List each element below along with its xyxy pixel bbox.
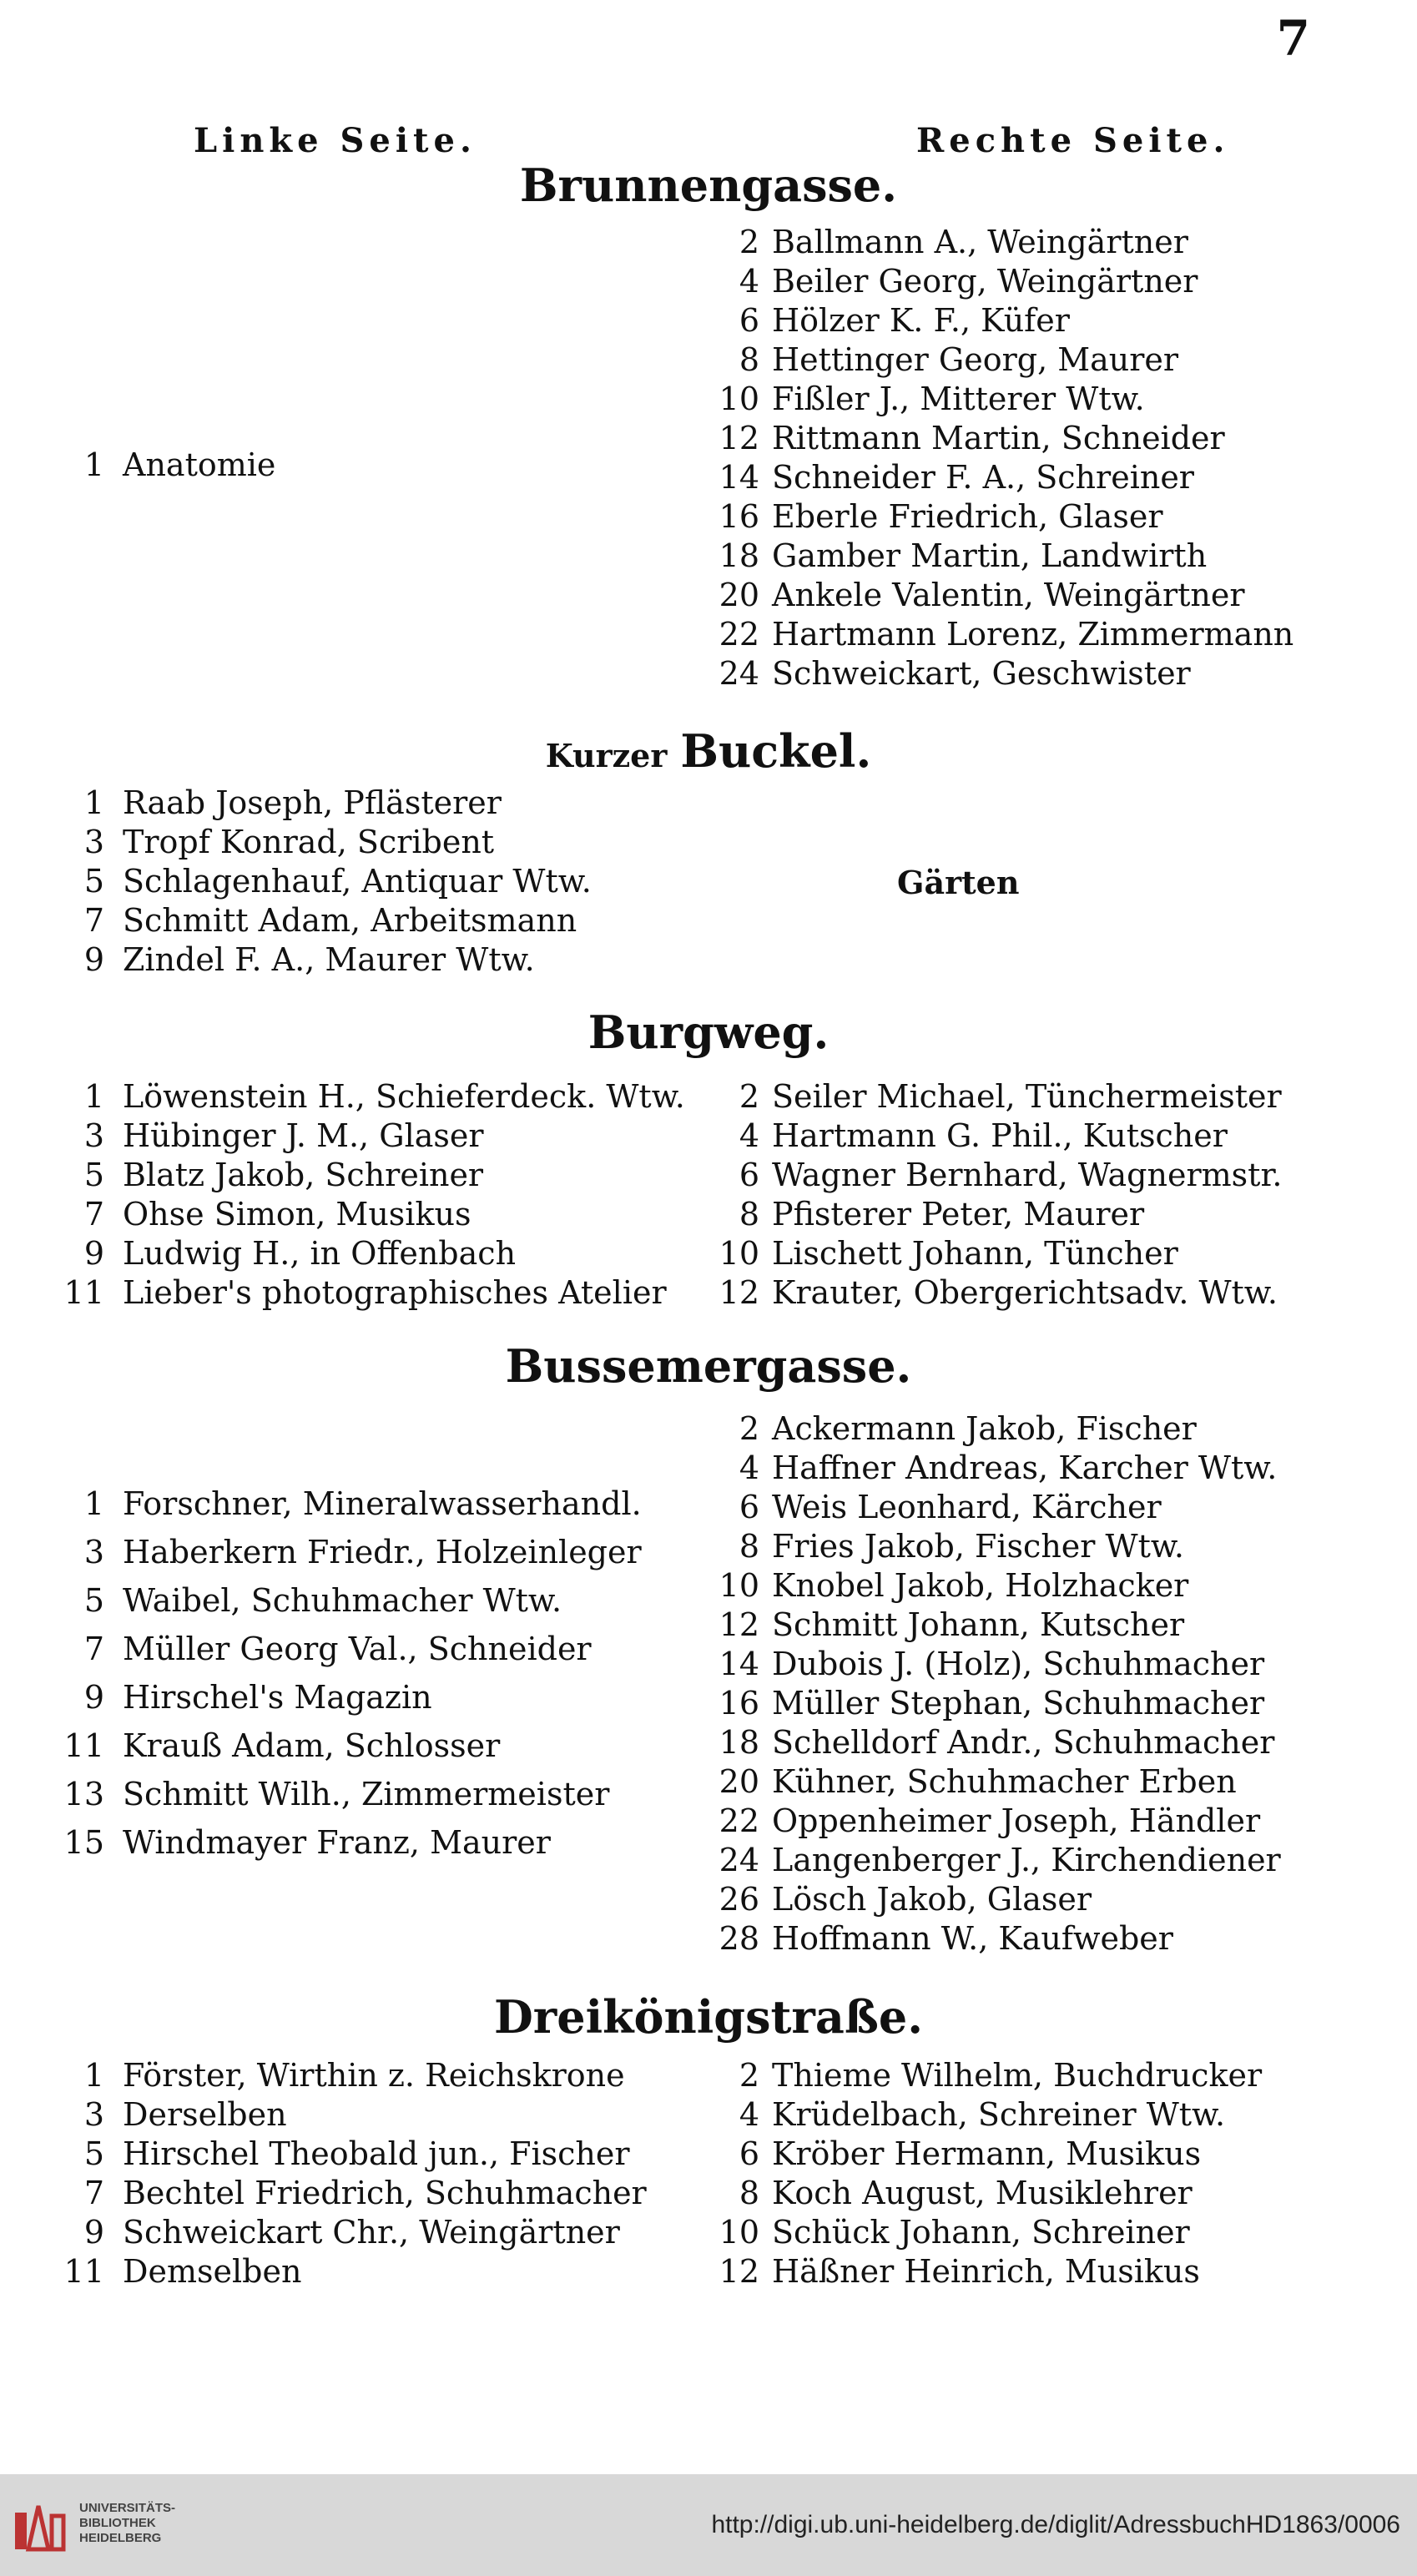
house-number: 3 [83, 824, 104, 860]
house-number: 8 [739, 341, 759, 378]
house-number: 12 [719, 1274, 759, 1311]
house-number: 1 [83, 446, 104, 483]
house-number: 10 [719, 381, 759, 417]
house-number: 1 [83, 2057, 104, 2094]
house-number: 6 [739, 302, 759, 339]
street-title-bussemergasse: Bussemergasse. [505, 1339, 912, 1393]
resident-name: Seiler Michael, Tünchermeister [772, 1078, 1282, 1115]
house-number: 11 [63, 1727, 104, 1764]
resident-name: Thieme Wilhelm, Buchdrucker [772, 2057, 1263, 2094]
resident-name: Beiler Georg, Weingärtner [772, 263, 1198, 300]
resident-name: Windmayer Franz, Maurer [123, 1824, 551, 1861]
street-title-prefix: Kurzer [545, 737, 668, 774]
street-title-dreikoenigstrasse: Dreikönigstraße. [493, 1990, 924, 2044]
resident-name: Hirschel's Magazin [123, 1679, 432, 1716]
resident-name: Schmitt Johann, Kutscher [772, 1606, 1185, 1643]
house-number: 9 [83, 2214, 104, 2251]
street-title-burgweg: Burgweg. [587, 1006, 830, 1059]
resident-name: Zindel F. A., Maurer Wtw. [123, 941, 535, 978]
resident-name: Förster, Wirthin z. Reichskrone [123, 2057, 625, 2094]
house-number: 1 [83, 784, 104, 821]
resident-name: Lieber's photographisches Atelier [123, 1274, 667, 1311]
resident-name: Hübinger J. M., Glaser [123, 1117, 484, 1154]
resident-name: Forschner, Mineralwasserhandl. [123, 1485, 642, 1522]
house-number: 20 [719, 1763, 759, 1800]
resident-name: Ludwig H., in Offenbach [123, 1235, 517, 1272]
resident-name: Weis Leonhard, Kärcher [772, 1489, 1162, 1525]
house-number: 15 [63, 1824, 104, 1861]
resident-name: Kröber Hermann, Musikus [772, 2135, 1202, 2172]
resident-name: Anatomie [123, 446, 276, 483]
resident-name: Schweickart, Geschwister [772, 655, 1191, 692]
gardens-note: Gärten [897, 864, 1020, 901]
house-number: 7 [83, 902, 104, 939]
logo-line: BIBLIOTHEK [79, 2516, 156, 2530]
resident-name: Krauter, Obergerichtsadv. Wtw. [772, 1274, 1278, 1311]
resident-name: Ackermann Jakob, Fischer [772, 1410, 1197, 1447]
house-number: 9 [83, 1679, 104, 1716]
house-number: 14 [719, 1646, 759, 1682]
house-number: 24 [719, 655, 759, 692]
house-number: 4 [739, 1117, 759, 1154]
house-number: 2 [739, 224, 759, 260]
house-number: 3 [83, 2096, 104, 2133]
resident-name: Wagner Bernhard, Wagnermstr. [772, 1157, 1283, 1193]
house-number: 8 [739, 1196, 759, 1233]
house-number: 9 [83, 941, 104, 978]
resident-name: Schmitt Adam, Arbeitsmann [123, 902, 577, 939]
resident-name: Kühner, Schuhmacher Erben [772, 1763, 1237, 1800]
house-number: 10 [719, 2214, 759, 2251]
resident-name: Hirschel Theobald jun., Fischer [123, 2135, 630, 2172]
house-number: 14 [719, 459, 759, 496]
house-number: 11 [63, 2253, 104, 2290]
logo-line: UNIVERSITÄTS- [79, 2501, 176, 2515]
house-number: 5 [83, 863, 104, 900]
resident-name: Langenberger J., Kirchendiener [772, 1842, 1281, 1878]
house-number: 3 [83, 1117, 104, 1154]
house-number: 11 [63, 1274, 104, 1311]
page-number: 7 [1276, 10, 1310, 67]
resident-name: Fißler J., Mitterer Wtw. [772, 381, 1145, 417]
resident-name: Hartmann G. Phil., Kutscher [772, 1117, 1228, 1154]
house-number: 5 [83, 1157, 104, 1193]
resident-name: Ohse Simon, Musikus [123, 1196, 471, 1233]
house-number: 12 [719, 1606, 759, 1643]
university-logo-icon [12, 2498, 70, 2556]
house-number: 28 [719, 1920, 759, 1957]
house-number: 18 [719, 1724, 759, 1761]
street-title-brunnengasse: Brunnengasse. [519, 159, 898, 212]
resident-name: Tropf Konrad, Scribent [123, 824, 495, 860]
resident-name: Rittmann Martin, Schneider [772, 420, 1225, 456]
resident-name: Demselben [123, 2253, 302, 2290]
resident-name: Häßner Heinrich, Musikus [772, 2253, 1200, 2290]
house-number: 16 [719, 498, 759, 535]
resident-name: Dubois J. (Holz), Schuhmacher [772, 1646, 1265, 1682]
resident-name: Blatz Jakob, Schreiner [123, 1157, 484, 1193]
house-number: 3 [83, 1534, 104, 1570]
house-number: 16 [719, 1685, 759, 1722]
resident-name: Schneider F. A., Schreiner [772, 459, 1194, 496]
house-number: 2 [739, 1078, 759, 1115]
resident-name: Schweickart Chr., Weingärtner [123, 2214, 620, 2251]
resident-name: Gamber Martin, Landwirth [772, 537, 1208, 574]
resident-name: Schmitt Wilh., Zimmermeister [123, 1776, 610, 1812]
house-number: 9 [83, 1235, 104, 1272]
resident-name: Lösch Jakob, Glaser [772, 1881, 1092, 1918]
house-number: 22 [719, 616, 759, 653]
house-number: 6 [739, 2135, 759, 2172]
resident-name: Schück Johann, Schreiner [772, 2214, 1190, 2251]
resident-name: Schelldorf Andr., Schuhmacher [772, 1724, 1275, 1761]
house-number: 20 [719, 577, 759, 613]
resident-name: Knobel Jakob, Holzhacker [772, 1567, 1189, 1604]
resident-name: Koch August, Musiklehrer [772, 2175, 1193, 2211]
house-number: 6 [739, 1489, 759, 1525]
resident-name: Eberle Friedrich, Glaser [772, 498, 1163, 535]
university-logo-text [79, 2501, 175, 2546]
house-number: 7 [83, 2175, 104, 2211]
resident-name: Lischett Johann, Tüncher [772, 1235, 1178, 1272]
right-side-header: Rechte Seite. [916, 121, 1230, 160]
house-number: 22 [719, 1802, 759, 1839]
house-number: 8 [739, 1528, 759, 1565]
resident-name: Ankele Valentin, Weingärtner [772, 577, 1245, 613]
house-number: 8 [739, 2175, 759, 2211]
resident-name: Hoffmann W., Kaufweber [772, 1920, 1173, 1957]
resident-name: Ballmann A., Weingärtner [772, 224, 1188, 260]
house-number: 1 [83, 1485, 104, 1522]
house-number: 12 [719, 420, 759, 456]
resident-name: Waibel, Schuhmacher Wtw. [123, 1582, 562, 1619]
house-number: 6 [739, 1157, 759, 1193]
resident-name: Schlagenhauf, Antiquar Wtw. [123, 863, 592, 900]
resident-name: Hettinger Georg, Maurer [772, 341, 1179, 378]
street-title-main: Buckel. [680, 724, 872, 778]
house-number: 4 [739, 263, 759, 300]
house-number: 2 [739, 2057, 759, 2094]
resident-name: Hartmann Lorenz, Zimmermann [772, 616, 1294, 653]
house-number: 7 [83, 1196, 104, 1233]
resident-name: Oppenheimer Joseph, Händler [772, 1802, 1261, 1839]
resident-name: Derselben [123, 2096, 287, 2133]
resident-name: Löwenstein H., Schieferdeck. Wtw. [123, 1078, 685, 1115]
resident-name: Krüdelbach, Schreiner Wtw. [772, 2096, 1226, 2133]
street-title-kurzer-buckel [0, 724, 1417, 778]
house-number: 10 [719, 1235, 759, 1272]
resident-name: Pfisterer Peter, Maurer [772, 1196, 1145, 1233]
resident-name: Müller Georg Val., Schneider [123, 1631, 592, 1667]
footer-bar [0, 2474, 1417, 2576]
house-number: 5 [83, 1582, 104, 1619]
resident-name: Hölzer K. F., Küfer [772, 302, 1070, 339]
resident-name: Bechtel Friedrich, Schuhmacher [123, 2175, 647, 2211]
house-number: 2 [739, 1410, 759, 1447]
house-number: 5 [83, 2135, 104, 2172]
house-number: 4 [739, 1449, 759, 1486]
house-number: 26 [719, 1881, 759, 1918]
resident-name: Haffner Andreas, Karcher Wtw. [772, 1449, 1278, 1486]
house-number: 1 [83, 1078, 104, 1115]
resident-name: Fries Jakob, Fischer Wtw. [772, 1528, 1184, 1565]
house-number: 4 [739, 2096, 759, 2133]
house-number: 24 [719, 1842, 759, 1878]
source-url[interactable]: http://digi.ub.uni-heidelberg.de/diglit/AdressbuchHD1863/0006 [711, 2511, 1400, 2538]
resident-name: Raab Joseph, Pflästerer [123, 784, 502, 821]
house-number: 7 [83, 1631, 104, 1667]
house-number: 13 [63, 1776, 104, 1812]
house-number: 18 [719, 537, 759, 574]
logo-line: HEIDELBERG [79, 2531, 162, 2545]
left-side-header: Linke Seite. [194, 121, 477, 160]
resident-name: Haberkern Friedr., Holzeinleger [123, 1534, 642, 1570]
house-number: 10 [719, 1567, 759, 1604]
house-number: 12 [719, 2253, 759, 2290]
resident-name: Krauß Adam, Schlosser [123, 1727, 501, 1764]
resident-name: Müller Stephan, Schuhmacher [772, 1685, 1265, 1722]
